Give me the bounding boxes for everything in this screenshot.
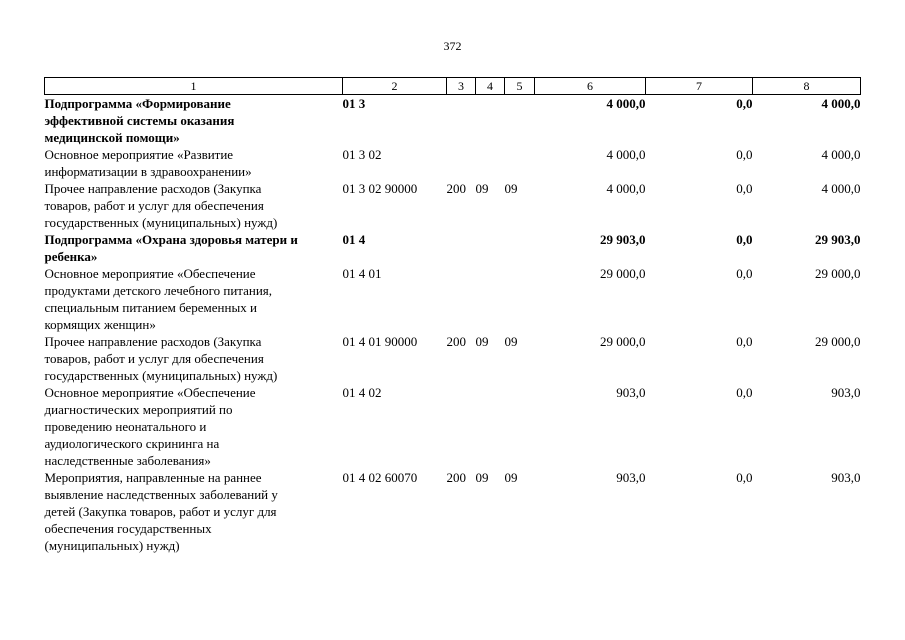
- row-value-6: 903,0: [616, 470, 646, 485]
- table-row: [45, 384, 861, 469]
- row-value-8: 903,0: [831, 385, 861, 400]
- row-col-4: [476, 265, 505, 333]
- row-code: 01 3 02: [342, 147, 382, 162]
- row-col-3: 200: [446, 334, 466, 349]
- row-col-5: [505, 146, 535, 180]
- table-row: [45, 146, 861, 180]
- row-col-5: 09: [504, 334, 518, 349]
- row-value-8: 29 000,0: [815, 334, 861, 349]
- row-value-6: 4 000,0: [606, 147, 646, 162]
- row-col-4: 09: [475, 181, 489, 196]
- row-code: 01 4 01 90000: [342, 334, 418, 349]
- row-col-5: 09: [504, 470, 518, 485]
- row-value-7: 0,0: [736, 147, 753, 162]
- row-value-6: 903,0: [616, 385, 646, 400]
- row-col-3: [447, 95, 476, 147]
- row-value-6: 29 903,0: [600, 232, 646, 247]
- header-col-4: 4: [476, 78, 505, 95]
- header-col-2: 2: [343, 78, 447, 95]
- row-col-4: 09: [475, 334, 489, 349]
- row-col-4: [476, 231, 505, 265]
- row-name: Основное мероприятие «Обеспечение диагностических мероприятий по проведению неонатального и аудиологического скрининга на наследственные заболевания»: [44, 385, 256, 468]
- row-value-8: 29 903,0: [815, 232, 861, 247]
- row-value-7: 0,0: [736, 96, 753, 111]
- row-code: 01 4 02 60070: [342, 470, 418, 485]
- row-name: Основное мероприятие «Обеспечение продуктами детского лечебного питания, специальным питанием беременных и кормящих женщин»: [44, 266, 273, 332]
- row-code: 01 3 02 90000: [342, 181, 418, 196]
- row-name: Подпрограмма «Формирование эффективной системы оказания медицинской помощи»: [44, 96, 235, 145]
- header-row: [45, 78, 861, 95]
- row-name: Прочее направление расходов (Закупка товаров, работ и услуг для обеспечения государственных (муниципальных) нужд): [44, 334, 278, 383]
- row-col-4: [476, 384, 505, 469]
- row-value-6: 4 000,0: [606, 96, 646, 111]
- table-row: [45, 95, 861, 147]
- row-name: Прочее направление расходов (Закупка товаров, работ и услуг для обеспечения государственных (муниципальных) нужд): [44, 181, 278, 230]
- row-value-7: 0,0: [736, 181, 753, 196]
- table-row: [45, 180, 861, 231]
- row-col-3: [447, 146, 476, 180]
- row-col-3: [447, 265, 476, 333]
- row-value-7: 0,0: [736, 334, 753, 349]
- row-col-3: [447, 231, 476, 265]
- row-value-8: 4 000,0: [821, 181, 861, 196]
- row-col-4: 09: [475, 470, 489, 485]
- row-col-5: [505, 265, 535, 333]
- table-row: [45, 231, 861, 265]
- row-value-8: 29 000,0: [815, 266, 861, 281]
- table-header: [45, 78, 861, 95]
- row-value-7: 0,0: [736, 385, 753, 400]
- row-col-3: 200: [446, 181, 466, 196]
- row-name: Подпрограмма «Охрана здоровья матери и ребенка»: [44, 232, 298, 264]
- row-col-5: [505, 95, 535, 147]
- table-body: [45, 95, 861, 555]
- page-number: 372: [443, 39, 462, 53]
- row-name: Основное мероприятие «Развитие информатизации в здравоохранении»: [44, 147, 252, 179]
- row-col-3: [447, 384, 476, 469]
- row-value-6: 29 000,0: [600, 266, 646, 281]
- row-code: 01 4 02: [342, 385, 382, 400]
- row-col-5: [505, 384, 535, 469]
- row-value-8: 4 000,0: [821, 147, 861, 162]
- row-value-6: 4 000,0: [606, 181, 646, 196]
- row-name: Мероприятия, направленные на раннее выявление наследственных заболеваний у детей (Закупка товаров, работ и услуг для обеспечения государственных (муниципальных) нужд): [44, 470, 278, 553]
- row-value-8: 903,0: [831, 470, 861, 485]
- row-value-8: 4 000,0: [821, 96, 861, 111]
- header-col-3: 3: [447, 78, 476, 95]
- row-col-4: [476, 146, 505, 180]
- row-value-6: 29 000,0: [600, 334, 646, 349]
- row-value-7: 0,0: [736, 470, 753, 485]
- table-row: [45, 333, 861, 384]
- row-value-7: 0,0: [736, 232, 753, 247]
- row-col-3: 200: [446, 470, 466, 485]
- row-code: 01 4 01: [342, 266, 382, 281]
- header-col-8: 8: [753, 78, 861, 95]
- header-col-1: 1: [45, 78, 343, 95]
- row-col-5: 09: [504, 181, 518, 196]
- header-col-7: 7: [646, 78, 753, 95]
- row-col-5: [505, 231, 535, 265]
- header-col-5: 5: [505, 78, 535, 95]
- table-row: [45, 265, 861, 333]
- table-row: [45, 469, 861, 554]
- header-col-6: 6: [535, 78, 646, 95]
- row-code: 01 4: [342, 232, 366, 247]
- row-value-7: 0,0: [736, 266, 753, 281]
- budget-table: [44, 77, 861, 554]
- row-code: 01 3: [342, 96, 366, 111]
- row-col-4: [476, 95, 505, 147]
